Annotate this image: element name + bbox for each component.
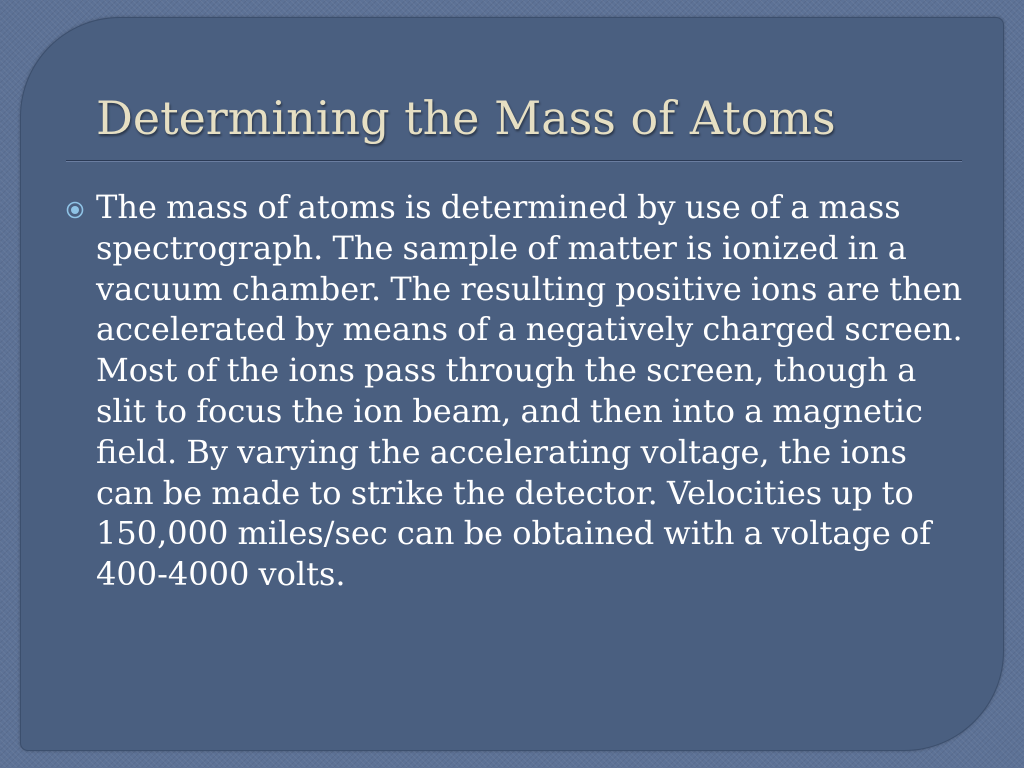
- slide-content: [66, 187, 966, 595]
- bullet-item: [66, 187, 966, 595]
- circle-bullet-icon: [66, 187, 96, 217]
- title-divider: [66, 160, 962, 162]
- bullet-text: The mass of atoms is determined by use of a mass spectrograph. The sample of matter is ionized in a vacuum chamber. The resulting positive ions are then accelerated by means of a negatively charged screen. Most of the ions pass through the screen, though a slit to focus the ion beam, and then into a magnetic field. By varying the accelerating voltage, the ions can be made to strike the detector. Velocities up to 150,000 miles/sec can be obtained with a voltage of 400-4000 volts.: [96, 188, 963, 594]
- slide-title: Determining the Mass of Atoms: [96, 91, 836, 145]
